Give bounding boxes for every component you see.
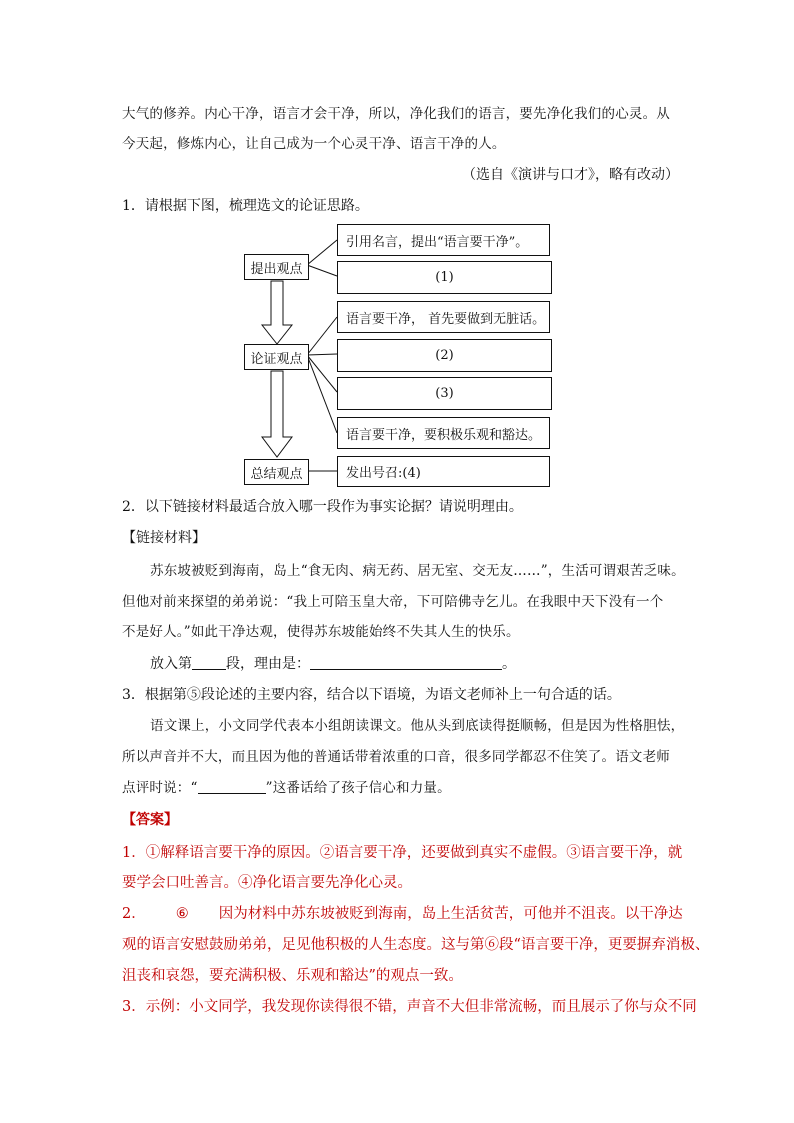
box-blank-2: (2) — [337, 339, 552, 372]
box-quote: 引用名言，提出“语言要干净”。 — [337, 224, 550, 256]
context-line-3 — [122, 778, 451, 798]
context-line-3-prefix: 点评时说：“ — [122, 780, 198, 796]
down-arrow-icon — [262, 281, 292, 344]
teacher-words-blank[interactable] — [198, 779, 266, 794]
box-call-to-action: 发出号召:(4) — [337, 456, 550, 487]
connector-line — [307, 354, 337, 355]
connector-line — [307, 265, 337, 276]
answer-2-text: 因为材料中苏东坡被贬到海南，岛上生活贫苦，可他并不沮丧。以干净达 — [218, 906, 683, 922]
answer-2-line-2: 观的语言安慰鼓励弟弟，足见他积极的人生态度。这与第⑥段“语言要干净，更要摒弃消极、 — [122, 937, 710, 953]
node-present-viewpoint: 提出观点 — [244, 254, 309, 280]
box-no-dirty-words: 语言要干净， 首先要做到无脏话。 — [337, 301, 550, 333]
fill-prefix: 放入第 — [150, 656, 192, 672]
down-arrow-icon — [262, 371, 292, 457]
fill-end: 。 — [502, 656, 516, 672]
answer-2-paragraph: ⑥ — [175, 906, 189, 922]
material-line-2: 但他对前来探望的弟弟说：“我上可陪玉皇大帝，下可陪佛寺乞儿。在我眼中天下没有一个 — [122, 594, 664, 610]
connector-line — [307, 355, 337, 433]
answer-header: 【答案】 — [122, 812, 178, 828]
answer-2-line-3: 沮丧和哀怨，要充满积极、乐观和豁达”的观点一致。 — [122, 968, 463, 984]
question-1-prompt: 1．请根据下图，梳理选文的论证思路。 — [122, 198, 369, 214]
node-conclude-viewpoint: 总结观点 — [244, 459, 309, 485]
question-3-prompt: 3．根据第⑤段论述的主要内容，结合以下语境，为语文老师补上一句合适的话。 — [122, 687, 621, 703]
answer-1-line-1: 1．①解释语言要干净的原因。②语言要干净，还要做到真实不虚假。③语言要干净，就 — [122, 845, 683, 861]
box-positive: 语言要干净，要积极乐观和豁达。 — [337, 417, 550, 449]
material-line-1: 苏东坡被贬到海南，岛上“食无肉、病无药、居无室、交无友……”，生活可谓艰苦乏味。 — [150, 563, 685, 579]
passage-line-1: 大气的修养。内心干净，语言才会干净，所以，净化我们的语言，要先净化我们的心灵。从 — [122, 106, 670, 122]
q2-fill-line — [150, 654, 516, 674]
box-blank-3: (3) — [337, 377, 552, 410]
passage-source: （选自《演讲与口才》，略有改动） — [462, 167, 679, 183]
answer-2-line-1 — [122, 904, 683, 924]
fill-mid: 段，理由是： — [226, 656, 310, 672]
connector-line — [307, 240, 337, 265]
node-argue-viewpoint: 论证观点 — [244, 344, 309, 370]
answer-3-line-1: 3．示例：小文同学，我发现你读得很不错，声音不大但非常流畅，而且展示了你与众不同 — [122, 999, 697, 1015]
context-line-2: 所以声音并不大，而且因为他的普通话带着浓重的口音，很多同学都忍不住笑了。语文老师 — [122, 749, 670, 765]
connector-line — [307, 355, 337, 392]
passage-line-2: 今天起，修炼内心，让自己成为一个心灵干净、语言干净的人。 — [122, 136, 506, 152]
box-blank-1: (1) — [337, 261, 552, 294]
context-line-3-suffix: ”这番话给了孩子信心和力量。 — [265, 780, 451, 796]
material-header: 【链接材料】 — [122, 530, 206, 546]
connector-line — [307, 317, 337, 355]
answer-1-line-2: 要学会口吐善言。④净化语言要先净化心灵。 — [122, 875, 412, 891]
question-2-prompt: 2．以下链接材料最适合放入哪一段作为事实论据？请说明理由。 — [122, 499, 523, 515]
context-line-1: 语文课上，小文同学代表本小组朗读课文。他从头到底读得挺顺畅，但是因为性格胆怯， — [150, 718, 685, 734]
reason-blank[interactable] — [310, 655, 502, 670]
answer-2-number: 2． — [122, 906, 146, 922]
paragraph-blank[interactable] — [192, 655, 226, 670]
material-line-3: 不是好人。”如此干净达观，使得苏东坡能始终不失其人生的快乐。 — [122, 624, 520, 640]
